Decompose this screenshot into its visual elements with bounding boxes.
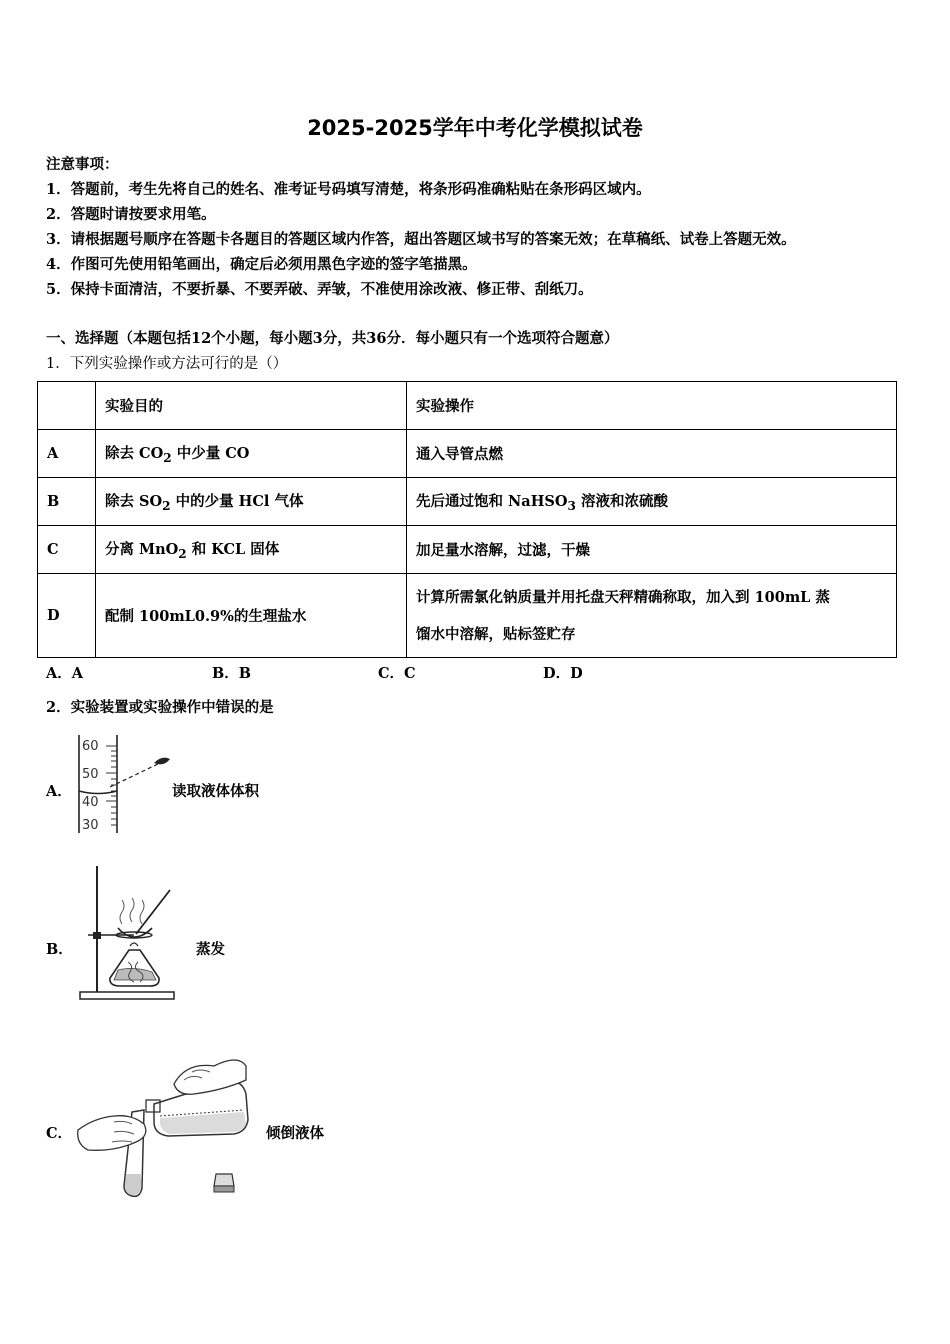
- table-header-cell: [38, 382, 96, 430]
- purpose-pre: 分离 MnO: [105, 541, 179, 559]
- operation-line-1: 计算所需氯化钠质量并用托盘天秤精确称取，加入到 100mL 蒸: [416, 588, 830, 606]
- page-title: 2025-2025学年中考化学模拟试卷: [307, 116, 643, 140]
- option-b[interactable]: B．B: [212, 665, 252, 682]
- pouring-liquid-figure: [74, 1044, 250, 1200]
- row-key: C: [38, 526, 96, 574]
- operation-post: 溶液和浓硫酸: [575, 493, 668, 511]
- tick-label: 60: [82, 739, 99, 754]
- notice-item-4: 4．作图可先使用铅笔画出，确定后必须用黑色字迹的签字笔描黑。: [46, 256, 477, 273]
- option-a[interactable]: A．A: [46, 665, 84, 682]
- row-purpose: 配制 100mL0.9%的生理盐水: [96, 574, 407, 658]
- option-c[interactable]: C．C: [378, 665, 416, 682]
- table-row: [38, 478, 897, 526]
- subscript: 2: [178, 546, 187, 561]
- graduated-cylinder-figure: [76, 733, 176, 835]
- table-header-cell: 实验目的: [96, 382, 407, 430]
- notice-item-1: 1．答题前，考生先将自己的姓名、准考证号码填写清楚，将条形码准确粘贴在条形码区域内。: [46, 181, 651, 198]
- subscript: 3: [567, 498, 576, 513]
- table-row: [38, 526, 897, 574]
- notice-item-3: 3．请根据题号顺序在答题卡各题目的答题区域内作答，超出答题区域书写的答案无效；在草稿纸、试卷上答题无效。: [46, 231, 796, 248]
- table-row: [38, 574, 897, 658]
- purpose-pre: 除去 CO: [105, 445, 164, 463]
- notice-item-5: 5．保持卡面清洁，不要折暴、不要弄破、弄皱，不准使用涂改液、修正带、刮纸刀。: [46, 281, 593, 298]
- tick-label: 50: [82, 767, 99, 782]
- question-2-stem: 2．实验装置或实验操作中错误的是: [46, 699, 274, 716]
- operation-line-2: 馏水中溶解，贴标签贮存: [416, 625, 576, 643]
- purpose-post: 中的少量 HCl 气体: [170, 493, 304, 511]
- option-c-label[interactable]: C．: [46, 1125, 73, 1142]
- row-operation: 加足量水溶解，过滤，干燥: [407, 526, 897, 574]
- option-a-caption: 读取液体体积: [172, 783, 259, 800]
- notice-heading: 注意事项：: [46, 156, 119, 173]
- subscript: 2: [163, 450, 172, 465]
- question-1-stem: 1．下列实验操作或方法可行的是（）: [46, 356, 288, 372]
- row-key: B: [38, 478, 96, 526]
- notice-item-2: 2．答题时请按要求用笔。: [46, 206, 216, 223]
- subscript: 2: [162, 498, 171, 513]
- row-operation: [407, 478, 897, 526]
- operation-pre: 先后通过饱和 NaHSO: [416, 493, 568, 511]
- evaporation-figure: [76, 862, 178, 1002]
- tick-label: 40: [82, 795, 99, 810]
- row-purpose: [96, 526, 407, 574]
- section-heading: 一、选择题（本题包括12个小题，每小题3分，共36分．每小题只有一个选项符合题意）: [46, 330, 619, 347]
- row-purpose: [96, 478, 407, 526]
- table-header-row: [38, 382, 897, 430]
- option-c-caption: 倾倒液体: [266, 1125, 324, 1142]
- row-key: D: [38, 574, 96, 658]
- purpose-post: 和 KCL 固体: [186, 541, 280, 559]
- row-purpose: [96, 430, 407, 478]
- option-a-label[interactable]: A．: [46, 783, 72, 800]
- table-row: [38, 430, 897, 478]
- purpose-pre: 除去 SO: [105, 493, 163, 511]
- row-key: A: [38, 430, 96, 478]
- question-1-table: [37, 381, 897, 658]
- row-operation: [407, 574, 897, 658]
- option-b-caption: 蒸发: [196, 941, 225, 958]
- eye-icon: [154, 758, 170, 765]
- table-header-cell: 实验操作: [407, 382, 897, 430]
- option-b-label[interactable]: B．: [46, 941, 73, 958]
- tick-label: 30: [82, 818, 99, 833]
- row-operation: 通入导管点燃: [407, 430, 897, 478]
- purpose-post: 中少量 CO: [171, 445, 250, 463]
- option-d[interactable]: D．D: [543, 665, 583, 682]
